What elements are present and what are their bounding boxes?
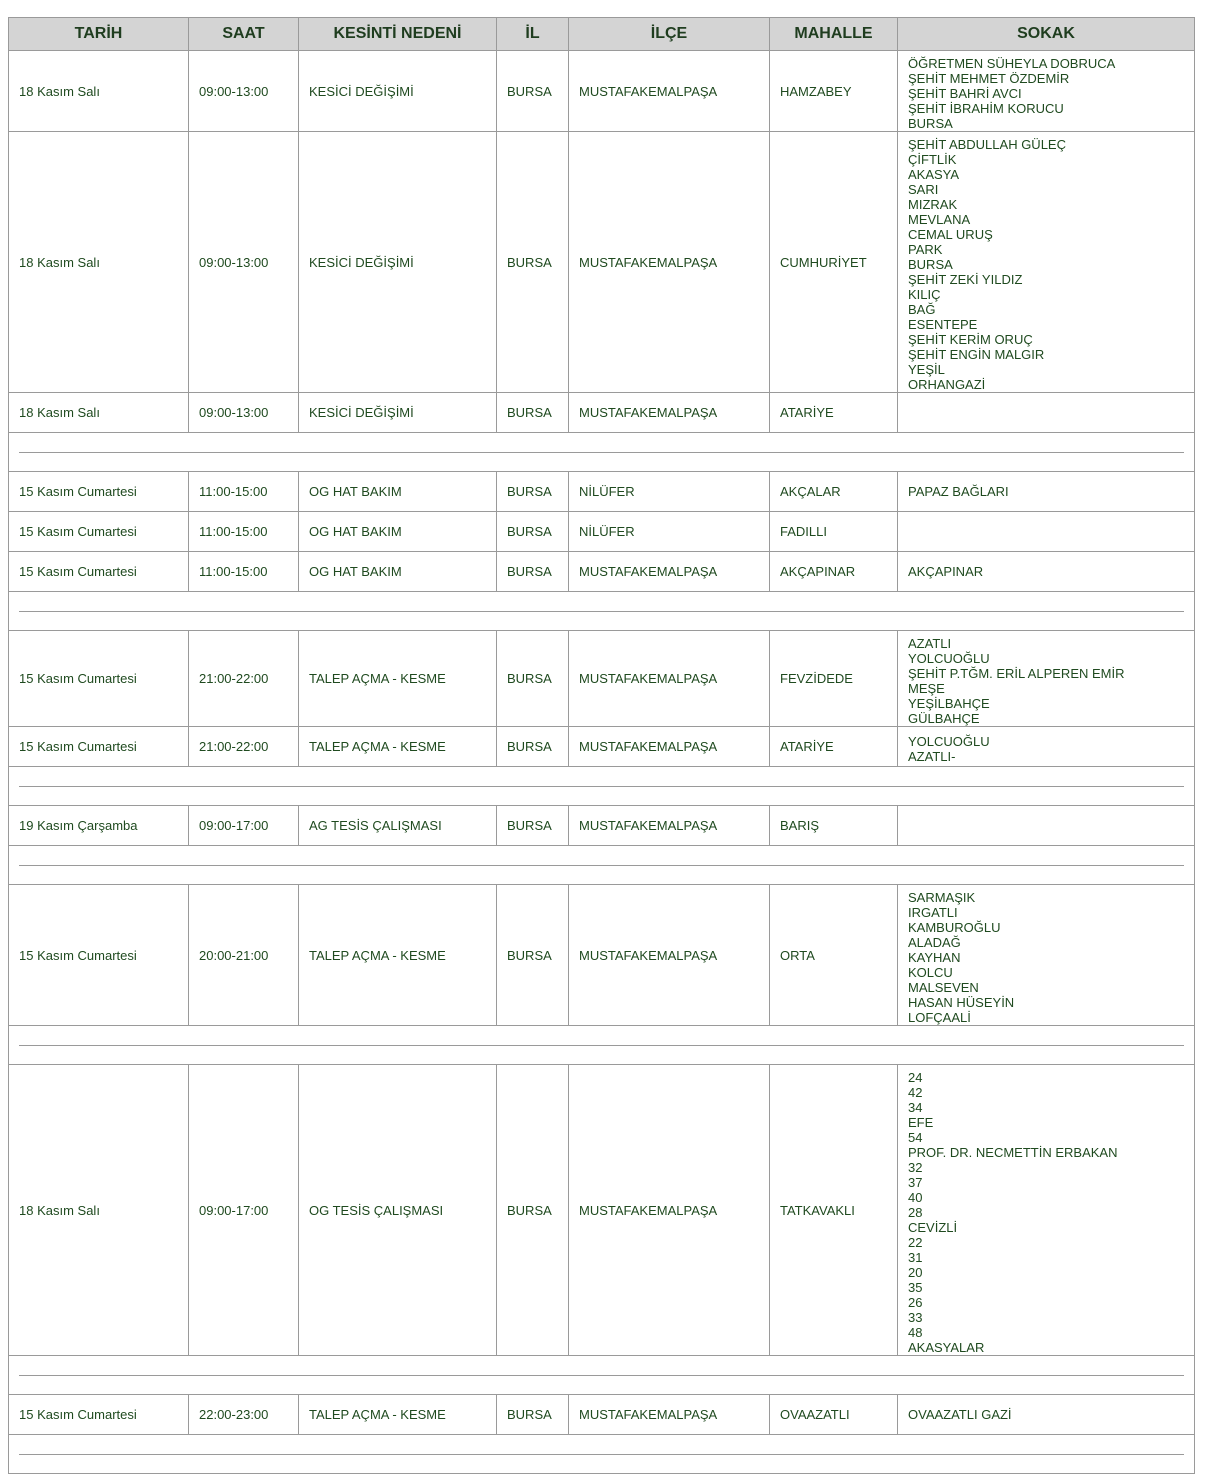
cell-il: BURSA [497, 727, 569, 767]
cell-il: BURSA [497, 472, 569, 512]
cell-ilce: NİLÜFER [569, 472, 770, 512]
street-name: MEŞE [908, 680, 945, 696]
street-name: ŞEHİT ABDULLAH GÜLEÇ [908, 136, 1066, 152]
cell-kesinti-nedeni: KESİCİ DEĞİŞİMİ [299, 51, 497, 132]
cell-saat: 11:00-15:00 [189, 552, 299, 592]
street-name: GÜLBAHÇE [908, 710, 980, 726]
street-name: AKÇAPINAR [908, 564, 984, 579]
cell-ilce: NİLÜFER [569, 512, 770, 552]
cell-mahalle: ATARİYE [770, 727, 898, 767]
cell-ilce: MUSTAFAKEMALPAŞA [569, 51, 770, 132]
street-name: SARMAŞIK [908, 889, 976, 905]
street-name: ORHANGAZİ [908, 376, 986, 392]
cell-il: BURSA [497, 806, 569, 846]
cell-sokak [898, 393, 1195, 433]
cell-mahalle: AKÇALAR [770, 472, 898, 512]
cell-sokak [898, 552, 1195, 592]
street-name: PAPAZ BAĞLARI [908, 484, 1009, 499]
cell-tarih: 15 Kasım Cumartesi [9, 552, 189, 592]
separator-line [19, 452, 1184, 453]
cell-saat: 21:00-22:00 [189, 631, 299, 727]
cell-ilce: MUSTAFAKEMALPAŞA [569, 885, 770, 1026]
cell-tarih: 15 Kasım Cumartesi [9, 1395, 189, 1435]
cell-il: BURSA [497, 393, 569, 433]
street-name: AKASYALAR [908, 1339, 985, 1355]
spacer-row [9, 433, 1195, 472]
spacer-row [9, 846, 1195, 885]
street-name: 37 [908, 1174, 923, 1190]
cell-saat: 09:00-17:00 [189, 806, 299, 846]
spacer-row [9, 1435, 1195, 1474]
table-body [9, 51, 1195, 1474]
street-name: AZATLI- [908, 748, 956, 764]
street-name: BURSA [908, 115, 953, 131]
street-name: AKASYA [908, 166, 960, 182]
cell-mahalle: AKÇAPINAR [770, 552, 898, 592]
table-row [9, 1395, 1195, 1435]
street-name: SARI [908, 181, 939, 197]
cell-saat: 09:00-17:00 [189, 1065, 299, 1356]
cell-kesinti-nedeni: OG HAT BAKIM [299, 552, 497, 592]
street-name: PROF. DR. NECMETTİN ERBAKAN [908, 1144, 1118, 1160]
header-kesinti-nedeni: KESİNTİ NEDENİ [299, 18, 497, 51]
cell-saat: 20:00-21:00 [189, 885, 299, 1026]
cell-ilce: MUSTAFAKEMALPAŞA [569, 132, 770, 393]
cell-sokak [898, 631, 1195, 727]
cell-kesinti-nedeni: TALEP AÇMA - KESME [299, 631, 497, 727]
cell-tarih: 19 Kasım Çarşamba [9, 806, 189, 846]
street-name: ŞEHİT ENGİN MALGIR [908, 346, 1045, 362]
cell-ilce: MUSTAFAKEMALPAŞA [569, 806, 770, 846]
street-name: YOLCUOĞLU [908, 650, 990, 666]
street-name: KAMBUROĞLU [908, 919, 1001, 935]
street-name: 31 [908, 1249, 923, 1265]
street-name: 26 [908, 1294, 923, 1310]
table-row [9, 393, 1195, 433]
cell-tarih: 15 Kasım Cumartesi [9, 727, 189, 767]
cell-mahalle: FADILLI [770, 512, 898, 552]
cell-saat: 22:00-23:00 [189, 1395, 299, 1435]
street-name: 28 [908, 1204, 923, 1220]
street-name: HASAN HÜSEYİN [908, 994, 1015, 1010]
cell-il: BURSA [497, 132, 569, 393]
street-name: 20 [908, 1264, 923, 1280]
cell-tarih: 18 Kasım Salı [9, 393, 189, 433]
cell-il: BURSA [497, 51, 569, 132]
cell-il: BURSA [497, 885, 569, 1026]
cell-sokak [898, 806, 1195, 846]
cell-tarih: 18 Kasım Salı [9, 51, 189, 132]
cell-mahalle: FEVZİDEDE [770, 631, 898, 727]
cell-il: BURSA [497, 1065, 569, 1356]
cell-ilce: MUSTAFAKEMALPAŞA [569, 631, 770, 727]
street-name: YEŞİLBAHÇE [908, 695, 990, 711]
cell-ilce: MUSTAFAKEMALPAŞA [569, 1395, 770, 1435]
separator-line [19, 1045, 1184, 1046]
table-row [9, 472, 1195, 512]
cell-ilce: MUSTAFAKEMALPAŞA [569, 552, 770, 592]
street-name: 33 [908, 1309, 923, 1325]
street-name: KILIÇ [908, 286, 941, 302]
street-name: ŞEHİT P.TĞM. ERİL ALPEREN EMİR [908, 665, 1125, 681]
cell-kesinti-nedeni: TALEP AÇMA - KESME [299, 885, 497, 1026]
cell-sokak [898, 1065, 1195, 1356]
street-name: ALADAĞ [908, 934, 961, 950]
street-name: ŞEHİT İBRAHİM KORUCU [908, 100, 1064, 116]
spacer-cell [9, 592, 1195, 631]
spacer-row [9, 592, 1195, 631]
street-name: MIZRAK [908, 196, 958, 212]
spacer-cell [9, 767, 1195, 806]
header-ilce: İLÇE [569, 18, 770, 51]
cell-tarih: 18 Kasım Salı [9, 1065, 189, 1356]
street-name: KAYHAN [908, 949, 961, 965]
street-name: YEŞİL [908, 361, 945, 377]
cell-mahalle: ORTA [770, 885, 898, 1026]
separator-line [19, 865, 1184, 866]
table-row [9, 512, 1195, 552]
cell-mahalle: OVAAZATLI [770, 1395, 898, 1435]
street-name: MEVLANA [908, 211, 971, 227]
cell-saat: 09:00-13:00 [189, 132, 299, 393]
cell-saat: 21:00-22:00 [189, 727, 299, 767]
street-name: BAĞ [908, 301, 936, 317]
table-row [9, 1065, 1195, 1356]
header-tarih: TARİH [9, 18, 189, 51]
cell-mahalle: BARIŞ [770, 806, 898, 846]
separator-line [19, 1375, 1184, 1376]
cell-mahalle: HAMZABEY [770, 51, 898, 132]
table-header-row [9, 18, 1195, 51]
street-name: 54 [908, 1129, 923, 1145]
cell-ilce: MUSTAFAKEMALPAŞA [569, 1065, 770, 1356]
cell-kesinti-nedeni: OG HAT BAKIM [299, 512, 497, 552]
street-name: 22 [908, 1234, 923, 1250]
cell-ilce: MUSTAFAKEMALPAŞA [569, 727, 770, 767]
cell-saat: 11:00-15:00 [189, 472, 299, 512]
cell-il: BURSA [497, 552, 569, 592]
separator-line [19, 1454, 1184, 1455]
separator-line [19, 611, 1184, 612]
cell-sokak [898, 727, 1195, 767]
cell-il: BURSA [497, 1395, 569, 1435]
header-mahalle: MAHALLE [770, 18, 898, 51]
cell-saat: 09:00-13:00 [189, 393, 299, 433]
cell-kesinti-nedeni: KESİCİ DEĞİŞİMİ [299, 393, 497, 433]
street-name: MALSEVEN [908, 979, 979, 995]
street-name: CEVİZLİ [908, 1219, 958, 1235]
header-saat: SAAT [189, 18, 299, 51]
street-name: ÖĞRETMEN SÜHEYLA DOBRUCA [908, 55, 1116, 71]
street-name: 42 [908, 1084, 923, 1100]
header-il: İL [497, 18, 569, 51]
cell-tarih: 15 Kasım Cumartesi [9, 885, 189, 1026]
spacer-cell [9, 1026, 1195, 1065]
street-name: ŞEHİT ZEKİ YILDIZ [908, 271, 1023, 287]
cell-saat: 09:00-13:00 [189, 51, 299, 132]
cell-mahalle: CUMHURİYET [770, 132, 898, 393]
street-name: ŞEHİT MEHMET ÖZDEMİR [908, 70, 1070, 86]
street-name: LOFÇAALİ [908, 1009, 971, 1025]
spacer-row [9, 1356, 1195, 1395]
street-name: OVAAZATLI GAZİ [908, 1407, 1012, 1422]
street-name: YOLCUOĞLU [908, 733, 990, 749]
street-name: 34 [908, 1099, 923, 1115]
cell-kesinti-nedeni: TALEP AÇMA - KESME [299, 1395, 497, 1435]
cell-sokak [898, 472, 1195, 512]
cell-tarih: 15 Kasım Cumartesi [9, 512, 189, 552]
street-name: BURSA [908, 256, 953, 272]
cell-kesinti-nedeni: OG TESİS ÇALIŞMASI [299, 1065, 497, 1356]
spacer-cell [9, 846, 1195, 885]
street-name: ŞEHİT BAHRİ AVCI [908, 85, 1022, 101]
street-name: KOLCU [908, 964, 953, 980]
cell-mahalle: TATKAVAKLI [770, 1065, 898, 1356]
table-row [9, 51, 1195, 132]
cell-kesinti-nedeni: KESİCİ DEĞİŞİMİ [299, 132, 497, 393]
cell-kesinti-nedeni: OG HAT BAKIM [299, 472, 497, 512]
street-name: PARK [908, 241, 943, 257]
cell-tarih: 18 Kasım Salı [9, 132, 189, 393]
table-row [9, 631, 1195, 727]
cell-kesinti-nedeni: TALEP AÇMA - KESME [299, 727, 497, 767]
cell-sokak [898, 1395, 1195, 1435]
street-name: 40 [908, 1189, 923, 1205]
cell-mahalle: ATARİYE [770, 393, 898, 433]
street-name: ÇİFTLİK [908, 151, 957, 167]
spacer-row [9, 767, 1195, 806]
cell-il: BURSA [497, 512, 569, 552]
spacer-cell [9, 1435, 1195, 1474]
street-name: ESENTEPE [908, 316, 978, 332]
street-name: CEMAL URUŞ [908, 226, 993, 242]
spacer-cell [9, 433, 1195, 472]
outage-table-container [8, 17, 1194, 1474]
table-row [9, 132, 1195, 393]
outage-table [8, 17, 1195, 1474]
cell-ilce: MUSTAFAKEMALPAŞA [569, 393, 770, 433]
cell-tarih: 15 Kasım Cumartesi [9, 631, 189, 727]
street-name: ŞEHİT KERİM ORUÇ [908, 331, 1033, 347]
cell-sokak [898, 885, 1195, 1026]
cell-il: BURSA [497, 631, 569, 727]
spacer-cell [9, 1356, 1195, 1395]
separator-line [19, 786, 1184, 787]
street-name: 24 [908, 1069, 923, 1085]
cell-sokak [898, 51, 1195, 132]
table-row [9, 806, 1195, 846]
street-name: 32 [908, 1159, 923, 1175]
street-name: 48 [908, 1324, 923, 1340]
header-sokak: SOKAK [898, 18, 1195, 51]
table-row [9, 552, 1195, 592]
cell-kesinti-nedeni: AG TESİS ÇALIŞMASI [299, 806, 497, 846]
cell-sokak [898, 132, 1195, 393]
cell-saat: 11:00-15:00 [189, 512, 299, 552]
street-name: EFE [908, 1114, 934, 1130]
table-row [9, 885, 1195, 1026]
cell-sokak [898, 512, 1195, 552]
street-name: IRGATLI [908, 904, 958, 920]
street-name: AZATLI [908, 635, 952, 651]
spacer-row [9, 1026, 1195, 1065]
street-name: 35 [908, 1279, 923, 1295]
cell-tarih: 15 Kasım Cumartesi [9, 472, 189, 512]
table-row [9, 727, 1195, 767]
